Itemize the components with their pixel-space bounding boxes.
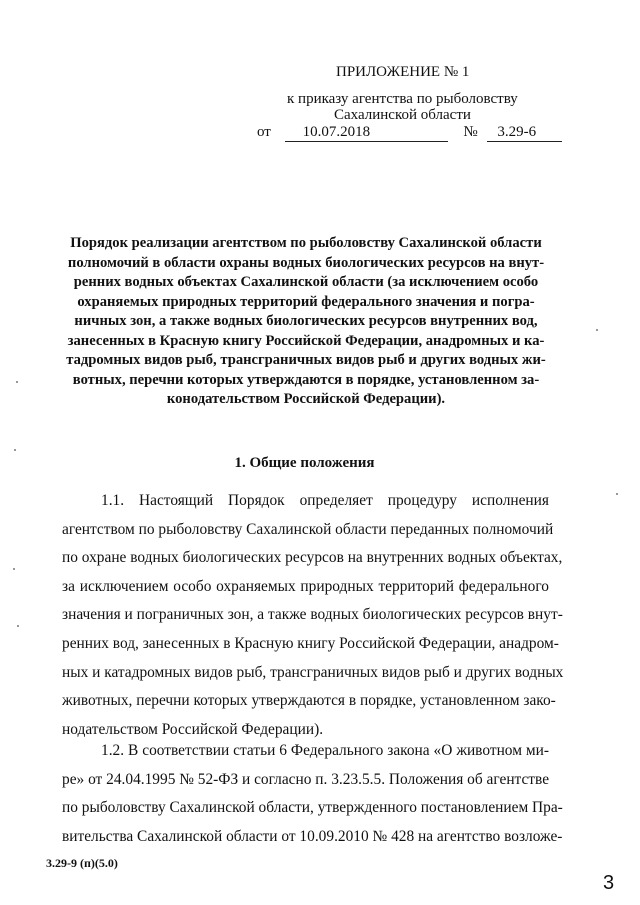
paragraph-line: за исключением особо охраняемых природных территорий федерального — [62, 577, 549, 595]
title-line: ренних водных объектах Сахалинской области (за исключением особо — [73, 274, 539, 290]
order-date-row — [257, 124, 562, 142]
section-heading: 1. Общие положения — [234, 455, 375, 471]
title-line: конодательством Российской Федерации). — [166, 391, 446, 407]
scan-speck — [616, 493, 618, 495]
title-line: тадромных видов рыб, трансграничных видов рыб и других водных жи- — [66, 352, 546, 368]
paragraph-line: нодательством Российской Федерации). — [62, 720, 324, 738]
paragraph-line: вительства Сахалинской области от 10.09.2010 № 428 на агентство возложе- — [62, 827, 563, 845]
number-label: № — [463, 124, 478, 140]
paragraph-line: ных и катадромных видов рыб, трансграничных видов рыб и других водных — [62, 663, 564, 681]
order-date: 10.07.2018 — [285, 124, 448, 142]
appendix-title: ПРИЛОЖЕНИЕ № 1 — [336, 64, 470, 80]
from-label: от — [257, 124, 271, 140]
paragraph-line: 1.1. Настоящий Порядок определяет процедуру исполнения — [101, 492, 549, 509]
order-number: 3.29-6 — [487, 124, 562, 142]
order-reference: к приказу агентства по рыболовству — [287, 91, 518, 107]
page-number: 3 — [603, 872, 615, 894]
title-line: ничных зон, а также водных биологических ресурсов внутренних вод, — [74, 313, 538, 329]
title-line: охраняемых природных территорий федерального значения и погра- — [77, 293, 535, 310]
scan-speck — [13, 568, 15, 570]
title-line: полномочий в области охраны водных биологических ресурсов на внут- — [67, 254, 545, 271]
scan-speck — [17, 625, 19, 627]
paragraph-line: 1.2. В соответствии статьи 6 Федерального закона «О животном ми- — [101, 742, 549, 759]
paragraph-line: ренних вод, занесенных в Красную книгу Российской Федерации, анадром- — [62, 635, 559, 652]
scan-speck — [596, 329, 598, 331]
title-line: вотных, перечни которых утверждаются в порядке, установленном за- — [72, 371, 540, 388]
paragraph-line: животных, перечни которых утверждаются в порядке, установленном зако- — [62, 692, 556, 710]
paragraph-line: по рыболовству Сахалинской области, утвержденного постановлением Пра- — [62, 799, 563, 817]
title-line: занесенных в Красную книгу Российской Федерации, анадромных и ка- — [67, 332, 545, 349]
paragraph-line: по охране водных биологических ресурсов на внутренних водных объектах, — [62, 549, 563, 567]
paragraph-line: ре» от 24.04.1995 № 52-ФЗ и согласно п. 3.23.5.5. Положения об агентстве — [62, 770, 550, 788]
scan-speck — [14, 449, 16, 451]
region-line: Сахалинской области — [334, 107, 471, 123]
paragraph-line: агентством по рыболовству Сахалинской области переданных полномочий — [62, 520, 554, 538]
title-line: Порядок реализации агентством по рыболовству Сахалинской области — [70, 235, 542, 251]
footer-code: 3.29-9 (п)(5.0) — [46, 856, 118, 870]
paragraph-line: значения и пограничных зон, а также водных биологических ресурсов внут- — [62, 606, 563, 624]
scan-speck — [16, 381, 18, 383]
